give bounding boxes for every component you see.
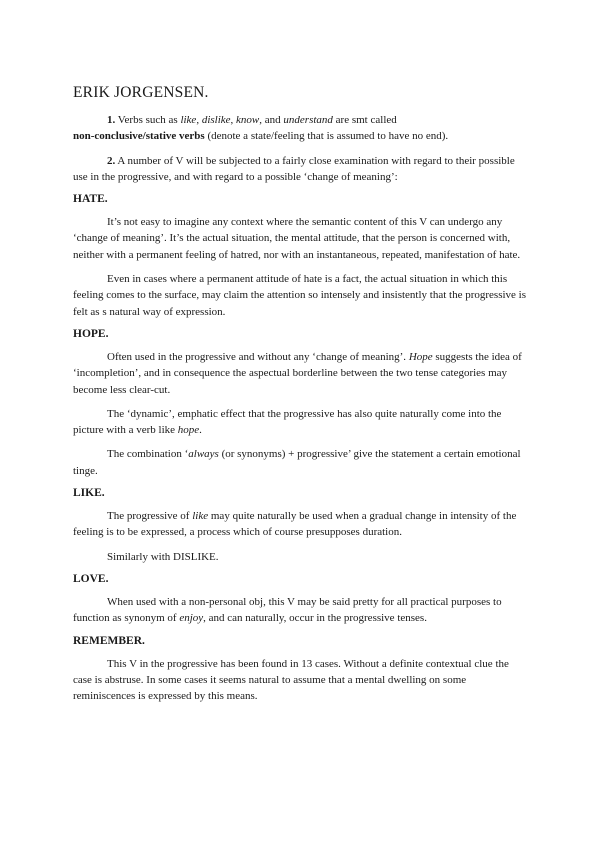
- paragraph-1-number: 1.: [107, 114, 116, 126]
- hate-paragraph-2: Even in cases where a permanent attitude of hate is a fact, the actual situation in which this feeling comes to the surface, may claim the attention so intensely and insistently that the progressive is felt as s natural way of expression.: [73, 273, 527, 318]
- italic-term-enjoy: enjoy: [179, 612, 204, 625]
- italic-term-understand: understand: [283, 114, 333, 126]
- section-heading-like: LIKE.: [73, 487, 105, 500]
- section-heading-hope: HOPE.: [73, 327, 109, 340]
- remember-paragraph-1: This V in the progressive has been found in 13 cases. Without a definite contextual clue the case is abstruse. In some cases it seems natural to assume that a mental dwelling on some reminiscences is expressed by this means.: [73, 657, 509, 703]
- text-span: A number of V will be subjected to a fairly close examination with regard to their possible use in the progressive, and with regard to a possible ‘change of meaning’:: [73, 154, 515, 183]
- text-span: are smt called: [332, 114, 397, 126]
- hope-paragraph-1: [73, 349, 528, 398]
- text-span: The combination ‘: [107, 448, 189, 461]
- text-span: , and can naturally, occur in the progressive tenses.: [203, 612, 427, 625]
- paragraph-2: [73, 153, 528, 186]
- paragraph-2-number: 2.: [107, 154, 116, 167]
- section-heading-hate: HATE.: [73, 193, 108, 206]
- italic-term-dislike: dislike: [201, 114, 231, 126]
- text-span: Often used in the progressive and without any ‘change of meaning’.: [107, 350, 409, 363]
- hate-paragraph-1: It’s not easy to imagine any context where the semantic content of this V can undergo any ‘change of meaning’. It’s the actual situation, the mental attitude, that the person is concerned with, neither with a permanent feeling of hatred, nor with an instantaneous, repeated, manifestation of hate.: [73, 216, 521, 261]
- text-span: ,: [230, 114, 237, 126]
- love-paragraph-1: [73, 594, 528, 627]
- text-span: , and: [259, 114, 284, 126]
- italic-term-like: like: [180, 114, 197, 126]
- text-span: (or synonyms) + progressive’ give the statement a certain emotional tinge.: [73, 448, 521, 477]
- like-paragraph-1: [73, 508, 528, 541]
- paragraph-1: [73, 112, 528, 145]
- text-span: The ‘dynamic’, emphatic effect that the progressive has also quite naturally come into the picture with a verb like: [73, 407, 502, 437]
- text-span: may quite naturally be used when a gradual change in intensity of the feeling is to be expressed, a process which of course presupposes duration.: [73, 510, 517, 539]
- text-span: ,: [196, 114, 202, 126]
- hope-paragraph-3: [73, 446, 528, 479]
- document-page: [73, 84, 528, 712]
- italic-term-always: always: [188, 448, 219, 461]
- text-span: suggests the idea of ‘incompletion’, and in consequence the aspectual borderline between the two tense categories may become less clear-cut.: [73, 350, 522, 396]
- italic-term-hope: hope: [177, 424, 200, 437]
- document-title: ERIK JORGENSEN.: [73, 84, 209, 101]
- italic-term-hope: Hope: [408, 350, 433, 363]
- like-paragraph-2: Similarly with DISLIKE.: [107, 550, 219, 563]
- text-span: The progressive of: [107, 510, 193, 523]
- text-span: When used with a non-personal obj, this V may be said pretty for all practical purposes to function as synonym of: [73, 595, 502, 625]
- text-span: Verbs such as: [115, 114, 181, 126]
- text-span: (denote a state/feeling that is assumed to have no end).: [204, 130, 449, 143]
- italic-term-like: like: [192, 510, 209, 523]
- hope-paragraph-2: [73, 406, 528, 439]
- text-span: .: [199, 424, 202, 437]
- section-heading-love: LOVE.: [73, 572, 109, 585]
- italic-term-know: know: [236, 114, 260, 126]
- bold-term-stative-verbs: non-conclusive/stative verbs: [73, 130, 205, 143]
- section-heading-remember: REMEMBER.: [73, 634, 145, 647]
